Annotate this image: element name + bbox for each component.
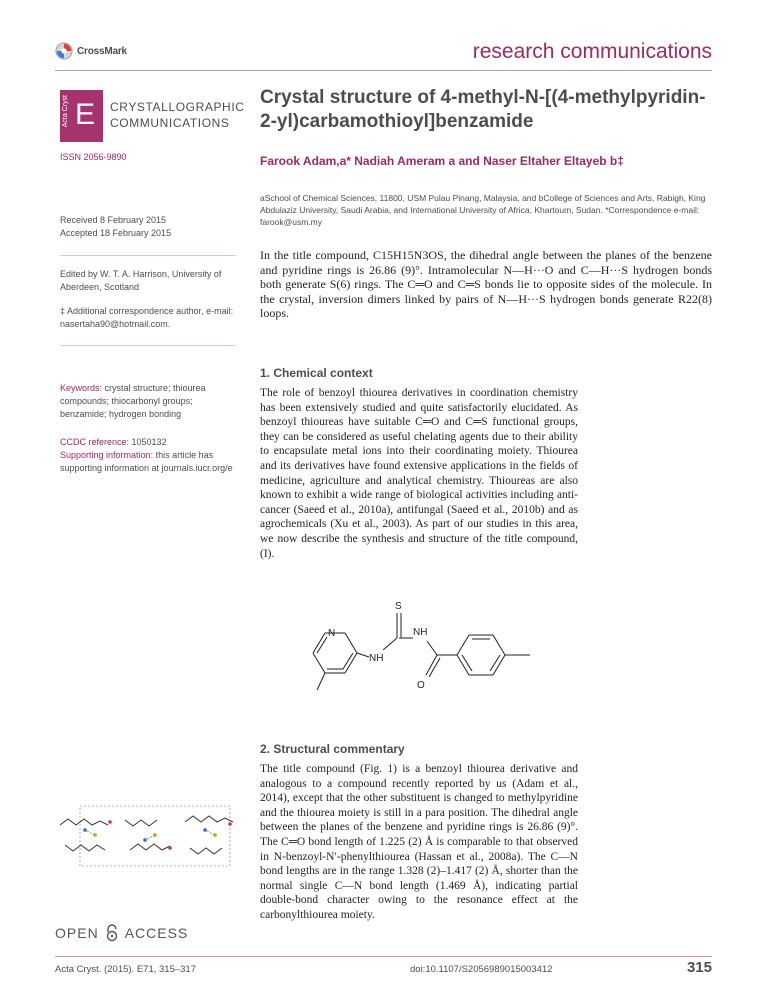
- section-heading-structural-commentary: 2. Structural commentary: [260, 742, 405, 756]
- crossmark-label: CrossMark: [77, 45, 127, 57]
- journal-name-line1: CRYSTALLOGRAPHIC: [110, 100, 245, 114]
- additional-correspondence: ‡ Additional correspondence author, e-mail: nasertaha90@hotmail.com.: [60, 306, 234, 329]
- atom-label-nh-bottom: NH: [369, 653, 384, 664]
- section-chemical-context-text: The role of benzoyl thiourea derivatives in coordination chemistry has been extensively studied and quite satisfactorily elucidated. As benzoyl thioureas have suitable C═O and C═S functional groups, they can be considered as useful chelating agents due to their ability to encapsulate metal ions into their coordinating moiety. Thiourea and its derivatives have found extensive applications in the fields of medicine, agriculture and analytical chemistry. Thioureas are also known to exhibit a wide range of biological activities including anti-cancer (Saeed et al., 2010a), antifungal (Saeed et al., 2010b) and as agrochemicals (Xu et al., 2003). As part of our studies in this area, we now describe the synthesis and structure of the title compound, (I).: [260, 387, 578, 560]
- open-access-word-access: ACCESS: [124, 925, 189, 941]
- received-date: Received 8 February 2015: [60, 215, 167, 225]
- keywords: [60, 382, 236, 421]
- journal-section-title: research communications: [472, 40, 712, 63]
- keywords-text: : crystal structure; thiourea compounds; thiocarbonyl groups; benzamide; hydrogen bonding: [60, 383, 206, 419]
- footer-doi[interactable]: doi:10.1107/S2056989015003412: [410, 964, 553, 975]
- supporting-label: Supporting information: [60, 450, 151, 460]
- chemical-scheme: [285, 595, 565, 705]
- open-lock-icon: [105, 924, 119, 942]
- logo-letter: E: [75, 98, 96, 131]
- supporting-information[interactable]: [60, 449, 236, 475]
- atom-label-s: S: [395, 601, 402, 612]
- section-structural-commentary-text: The title compound (Fig. 1) is a benzoyl thiourea derivative and analogous to a compound recently reported by us (Adam et al., 2014), except that the other substituent is changed to methylpyridine and the thiourea moiety is still in a para position. The dihedral angle between the planes of the benzene and pyridine rings is 26.86 (9)°. The C═O bond length of 1.225 (2) Å is comparable to that observed in N-benzoyl-N′-phenylthiourea (Hassan et al., 2008a). The C—N bond lengths are in the range 1.328 (2)–1.417 (2) Å, shorter than the normal single C—N bond length (1.469 Å), indicating partial double-bond character owing to the resonance effect at the carbonylthiourea moiety.: [260, 763, 578, 921]
- ccdc-value: : 1050132: [126, 437, 167, 447]
- atom-label-n-ring: N: [328, 628, 336, 639]
- footer-citation: Acta Cryst. (2015). E71, 315–317: [55, 964, 196, 975]
- issn: ISSN 2056-9890: [60, 152, 127, 162]
- atom-label-o: O: [417, 680, 425, 691]
- open-access-word-open: OPEN: [55, 925, 99, 941]
- affiliations: aSchool of Chemical Sciences, 11800, USM Pulau Pinang, Malaysia, and bCollege of Sciences and Arts, Rabigh, King Abdulaziz University, Saudi Arabia, and International University of Africa, Khartoum, Sudan. *Correspondence e-mail: farook@usm.my: [260, 193, 706, 227]
- ccdc-label: CCDC reference: [60, 437, 127, 447]
- abstract: In the title compound, C15H15N3OS, the dihedral angle between the planes of the benzene and pyridine rings is 26.86 (9)°. Intramolecular N—H···O and C—H···S hydrogen bonds both generate S(6) rings. The C═O and C═S bonds lie to opposite sides of the molecule. In the crystal, inversion dimers linked by pairs of N—H···S hydrogen bonds generate R22(8) loops.: [260, 248, 712, 321]
- atom-label-nh-top: NH: [413, 627, 428, 638]
- crystal-packing-figure[interactable]: [55, 800, 245, 885]
- crossmark-badge[interactable]: [55, 42, 127, 60]
- article-title: Crystal structure of 4-methyl-N-[(4-methylpyridin-2-yl)carbamothioyl]benzamide: [260, 87, 706, 132]
- logo-side-text: Acta Cryst: [62, 95, 69, 128]
- footer-divider: [55, 956, 712, 957]
- keywords-label: Keywords: [60, 383, 100, 393]
- page-number: 315: [686, 959, 712, 976]
- open-access-badge: [55, 924, 188, 942]
- article-dates: [60, 214, 171, 240]
- section-heading-chemical-context: 1. Chemical context: [260, 366, 373, 380]
- journal-name: [110, 99, 245, 131]
- edited-by: Edited by W. T. A. Harrison, University of Aberdeen, Scotland: [60, 269, 222, 292]
- supporting-text: : this article has supporting information at journals.iucr.org/e: [60, 450, 233, 473]
- journal-name-line2: COMMUNICATIONS: [110, 116, 230, 130]
- authors: Farook Adam,a* Nadiah Ameram a and Naser Eltaher Eltayeb b‡: [260, 154, 624, 168]
- ccdc-reference: [60, 436, 236, 449]
- accepted-date: Accepted 18 February 2015: [60, 228, 172, 238]
- journal-logo: [60, 90, 103, 142]
- header-divider: [55, 70, 712, 71]
- crossmark-icon: [55, 42, 73, 60]
- sidebar-divider: [60, 255, 236, 256]
- sidebar-divider: [60, 345, 236, 346]
